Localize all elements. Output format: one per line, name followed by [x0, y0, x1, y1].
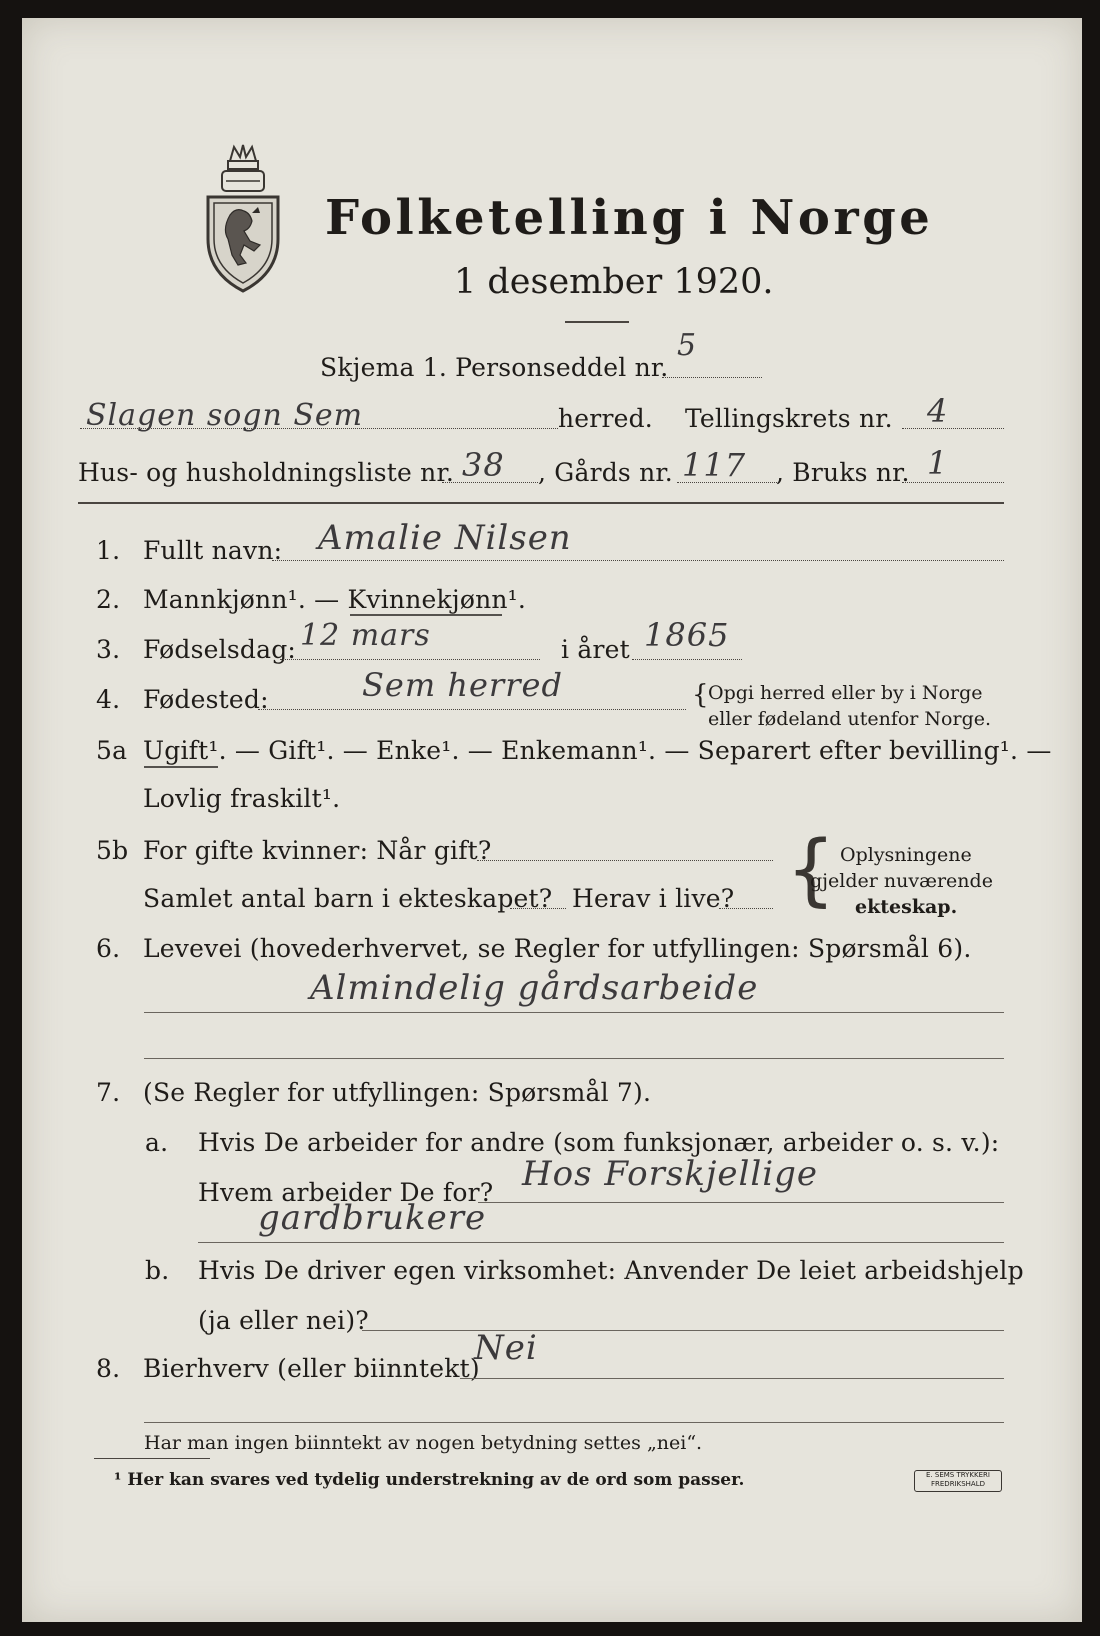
q5b-brace: { [786, 825, 836, 915]
hus-label: Hus- og husholdningsliste nr. [78, 458, 455, 487]
q8-line [460, 1378, 1004, 1379]
q7b-line-2: (ja eller nei)? [198, 1306, 369, 1335]
hus-value[interactable]: 38 [462, 446, 505, 484]
q7a-letter: a. [145, 1128, 169, 1157]
census-form [22, 18, 1082, 1622]
title-divider [565, 321, 629, 323]
q2-number: 2. [96, 585, 121, 614]
personseddel-number[interactable]: 5 [677, 328, 698, 363]
q7a-line-2: Hvem arbeider De for? [198, 1178, 494, 1207]
bruks-label: , Bruks nr. [776, 458, 910, 487]
gards-value[interactable]: 117 [682, 446, 747, 484]
footnote-divider [94, 1458, 210, 1459]
q6-number: 6. [96, 934, 121, 963]
q7a-line-2-rule [198, 1242, 1004, 1243]
q7-number: 7. [96, 1078, 121, 1107]
q4-note-2: eller fødeland utenfor Norge. [708, 708, 992, 730]
q3-value[interactable]: 12 mars [300, 618, 431, 653]
q2-label: Mannkjønn¹. — Kvinnekjønn¹. [143, 585, 527, 614]
q5b-note-2: gjelder nuværende [810, 870, 993, 892]
q1-value[interactable]: Amalie Nilsen [318, 518, 572, 558]
q5b-line-1: For gifte kvinner: Når gift? [143, 836, 492, 865]
q3-year-line [632, 659, 742, 660]
q3-year-value[interactable]: 1865 [644, 616, 730, 654]
tellingskrets-value[interactable]: 4 [927, 392, 949, 430]
header-divider [78, 502, 1004, 504]
q2-underline-mark [350, 614, 502, 616]
q7a-line-1: Hvis De arbeider for andre (som funksjonær, arbeider o. s. v.): [198, 1128, 1000, 1157]
tellingskrets-label: Tellingskrets nr. [685, 404, 893, 433]
q5a-line-1: Ugift¹. — Gift¹. — Enke¹. — Enkemann¹. — Separert efter bevilling¹. — [143, 736, 1052, 765]
q5b-children-line [510, 908, 566, 909]
q5b-married-line [477, 860, 773, 861]
skjema-label: Skjema 1. Personseddel nr. [320, 353, 669, 382]
q4-label: Fødested: [143, 685, 269, 714]
q5a-line-2: Lovlig fraskilt¹. [143, 784, 341, 813]
printer-stamp: E. SEMS TRYKKERI FREDRIKSHALD [914, 1470, 1002, 1492]
q7a-value-1[interactable]: Hos Forskjellige [522, 1154, 819, 1194]
q6-value[interactable]: Almindelig gårdsarbeide [310, 968, 759, 1008]
q6-line-1 [144, 1012, 1004, 1013]
q1-number: 1. [96, 536, 121, 565]
herred-value[interactable]: Slagen sogn Sem [86, 398, 364, 433]
q6-label: Levevei (hovederhvervet, se Regler for utfyllingen: Spørsmål 6). [143, 934, 972, 963]
gards-label: , Gårds nr. [538, 458, 673, 487]
q3-line [280, 659, 540, 660]
form-date: 1 desember 1920. [454, 262, 774, 302]
form-title: Folketelling i Norge [325, 190, 934, 246]
q4-note-1: Opgi herred eller by i Norge [708, 682, 983, 704]
q8-value[interactable]: Nei [474, 1328, 538, 1368]
q7a-line [478, 1202, 1004, 1203]
q5a-number: 5a [96, 736, 128, 765]
q5b-number: 5b [96, 836, 129, 865]
bruks-line [902, 482, 1004, 483]
coat-of-arms-icon [202, 143, 284, 293]
q8-line-2 [144, 1422, 1004, 1423]
q7b-line-1: Hvis De driver egen virksomhet: Anvender De leiet arbeidshjelp [198, 1256, 1024, 1285]
q7b-line [362, 1330, 1004, 1331]
q7a-value-2[interactable]: gardbrukere [258, 1198, 487, 1238]
q5b-line-2a: Samlet antal barn i ekteskapet? [143, 884, 553, 913]
q5b-note-3: ekteskap. [855, 896, 958, 918]
herred-label: herred. [558, 404, 653, 433]
q4-line [258, 709, 686, 710]
q4-number: 4. [96, 685, 121, 714]
herred-line [80, 428, 558, 429]
q7-label: (Se Regler for utfyllingen: Spørsmål 7). [143, 1078, 652, 1107]
bruks-value[interactable]: 1 [927, 444, 949, 482]
q8-number: 8. [96, 1354, 121, 1383]
q1-label: Fullt navn: [143, 536, 283, 565]
q3-label: Fødselsdag: [143, 635, 297, 664]
q3-number: 3. [96, 635, 121, 664]
q5b-alive-line [719, 908, 773, 909]
tellingskrets-line [902, 428, 1004, 429]
q1-line [272, 560, 1004, 561]
q5b-note-1: Oplysningene [840, 844, 972, 866]
q8-label: Bierhverv (eller biinntekt) [143, 1354, 480, 1383]
q4-brace: { [692, 680, 709, 710]
q6-line-2 [144, 1058, 1004, 1059]
footnote: ¹ Her kan svares ved tydelig understrekning av de ord som passer. [114, 1470, 745, 1490]
q5b-line-2b: Herav i live? [572, 884, 735, 913]
q7b-letter: b. [145, 1256, 170, 1285]
footer-note: Har man ingen biinntekt av nogen betydning settes „nei“. [144, 1432, 703, 1454]
q5a-underline-mark [144, 766, 218, 768]
personseddel-line [662, 377, 762, 378]
q3-year-label: i året [561, 635, 630, 664]
q4-value[interactable]: Sem herred [362, 666, 563, 704]
